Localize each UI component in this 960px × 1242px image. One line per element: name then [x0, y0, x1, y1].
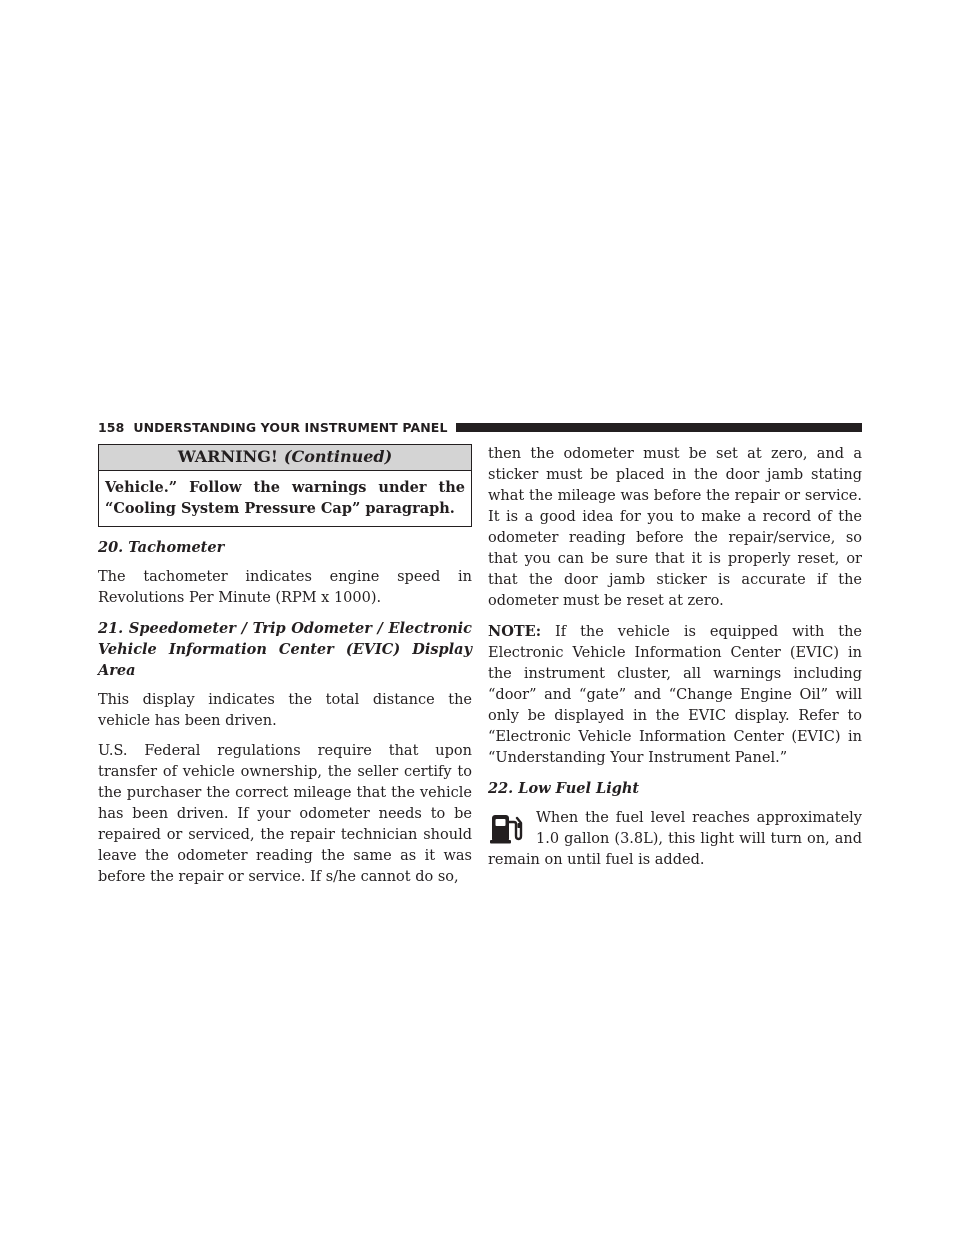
speedometer-heading: 21. Speedometer / Trip Odometer / Electronic Vehicle Information Center (EVIC) Display Area — [98, 620, 472, 679]
speedometer-body-2-continued: then the odometer must be set at zero, and a sticker must be placed in the door jamb stating what the mileage was before the repair or service. It is a good idea for you to make a record of the odometer reading before the repair/service, so that you can be sure that it is properly reset, or that the door jamb sticker is accurate if the odometer must be reset at zero. — [488, 446, 862, 609]
speedometer-body-1: This display indicates the total distance the vehicle has been driven. — [98, 692, 472, 729]
page-header — [98, 418, 862, 436]
tachometer-heading: 20. Tachometer — [98, 539, 225, 556]
note-label: NOTE: — [488, 623, 542, 640]
section-title: UNDERSTANDING YOUR INSTRUMENT PANEL — [133, 419, 448, 435]
header-text — [98, 420, 448, 435]
warning-body: Vehicle.” Follow the warnings under the “Cooling System Pressure Cap” paragraph. — [105, 479, 465, 517]
low-fuel-heading: 22. Low Fuel Light — [488, 780, 640, 797]
note-paragraph — [488, 621, 862, 769]
warning-title — [99, 445, 471, 471]
left-column — [98, 444, 472, 897]
low-fuel-paragraph — [488, 808, 862, 871]
header-rule — [456, 423, 862, 432]
warning-box — [98, 444, 472, 527]
tachometer-body: The tachometer indicates engine speed in Revolutions Per Minute (RPM x 1000). — [98, 569, 472, 606]
low-fuel-body: When the fuel level reaches approximately 1.0 gallon (3.8L), this light will turn on, and remain on until fuel is added. — [488, 810, 862, 868]
warning-label: WARNING! — [177, 447, 278, 466]
speedometer-body-2: U.S. Federal regulations require that upon transfer of vehicle ownership, the seller certify to the purchaser the correct mileage that the vehicle has been driven. If your odometer needs to be repaired or serviced, the repair technician should leave the odometer reading the same as it was before the repair or service. If s/he cannot do so, — [98, 743, 472, 885]
right-column — [488, 444, 862, 871]
warning-continued: (Continued) — [283, 447, 393, 466]
fuel-pump-icon — [488, 810, 524, 846]
page-number: 158 — [98, 419, 125, 435]
note-body: If the vehicle is equipped with the Electronic Vehicle Information Center (EVIC) in the instrument cluster, all warnings including “door” and “gate” and “Change Engine Oil” will only be displayed in the EVIC display. Refer to “Electronic Vehicle Information Center (EVIC) in “Understanding Your Instrument Panel.” — [488, 624, 862, 766]
